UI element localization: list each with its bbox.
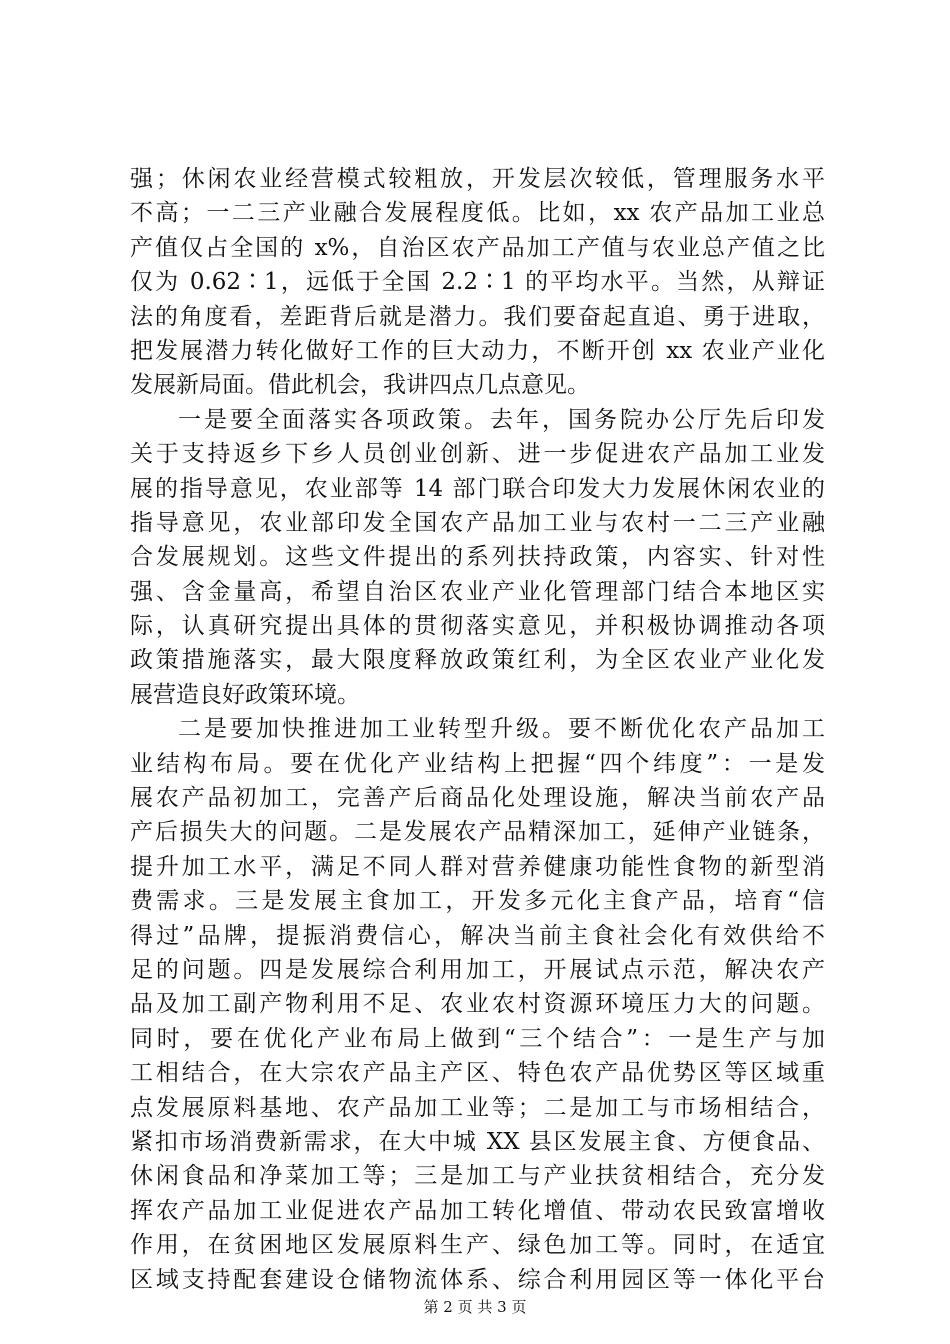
text-line: 品及加工副产物利用不足、农业农村资源环境压力大的问题。 <box>130 991 825 1018</box>
text-line: 作用，在贫困地区发展原料生产、绿色加工等。同时，在适宜 <box>130 1232 825 1259</box>
text-line: 提升加工水平，满足不同人群对营养健康功能性食物的新型消 <box>130 853 825 880</box>
text-line: 工相结合，在大宗农产品主产区、特色农产品优势区等区域重 <box>130 1060 825 1087</box>
text-line: 强、含金量高，希望自治区农业产业化管理部门结合本地区实 <box>130 578 825 605</box>
text-line: 一是要全面落实各项政策。去年，国务院办公厅先后印发 <box>178 406 825 433</box>
text-line: 展农产品初加工，完善产后商品化处理设施，解决当前农产品 <box>130 785 825 812</box>
text-line: 法的角度看，差距背后就是潜力。我们要奋起直追、勇于进取， <box>130 303 825 330</box>
text-line: 休闲食品和净菜加工等；三是加工与产业扶贫相结合，充分发 <box>130 1163 825 1190</box>
page-footer: 第 2 页 共 3 页 <box>423 1298 527 1316</box>
text-line: 点发展原料基地、农产品加工业等；二是加工与市场相结合， <box>130 1094 825 1121</box>
text-line: 不高；一二三产业融合发展程度低。比如，xx 农产品加工业总 <box>130 200 825 227</box>
body-text <box>130 162 825 1297</box>
text-line: 区域支持配套建设仓储物流体系、综合利用园区等一体化平台 <box>130 1266 825 1293</box>
text-line: 足的问题。四是发展综合利用加工，开展试点示范，解决农产 <box>130 956 825 983</box>
text-line: 紧扣市场消费新需求，在大中城 XX 县区发展主食、方便食品、 <box>130 1128 825 1155</box>
text-line: 展营造良好政策环境。 <box>130 681 360 708</box>
text-line: 费需求。三是发展主食加工，开发多元化主食产品，培育“信 <box>130 888 825 915</box>
text-line: 指导意见，农业部印发全国农产品加工业与农村一二三产业融 <box>130 509 825 536</box>
text-line: 强；休闲农业经营模式较粗放，开发层次较低，管理服务水平 <box>130 166 825 192</box>
text-line: 政策措施落实，最大限度释放政策红利，为全区农业产业化发 <box>130 647 825 674</box>
text-line: 发展新局面。借此机会，我讲四点几点意见。 <box>130 372 590 399</box>
text-line: 展的指导意见，农业部等 14 部门联合印发大力发展休闲农业的 <box>130 475 825 502</box>
text-line: 产后损失大的问题。二是发展农产品精深加工，延伸产业链条， <box>130 819 825 846</box>
text-line: 合发展规划。这些文件提出的系列扶持政策，内容实、针对性 <box>130 544 825 571</box>
text-line: 同时，要在优化产业布局上做到“三个结合”：一是生产与加 <box>130 1025 825 1052</box>
text-line: 挥农产品加工业促进农产品加工转化增值、带动农民致富增收 <box>130 1197 825 1224</box>
text-line: 仅为 0.62∶1，远低于全国 2.2∶1 的平均水平。当然，从辩证 <box>130 269 825 296</box>
text-line: 把发展潜力转化做好工作的巨大动力，不断开创 xx 农业产业化 <box>130 337 825 364</box>
text-line: 业结构布局。要在优化产业结构上把握“四个纬度”：一是发 <box>130 750 825 777</box>
text-line: 产值仅占全国的 x%，自治区农产品加工产值与农业总产值之比 <box>130 234 825 261</box>
text-line: 关于支持返乡下乡人员创业创新、进一步促进农产品加工业发 <box>130 441 825 468</box>
text-line: 得过”品牌，提振消费信心，解决当前主食社会化有效供给不 <box>130 922 825 949</box>
text-line: 二是要加快推进加工业转型升级。要不断优化农产品加工 <box>178 716 825 743</box>
text-line: 际，认真研究提出具体的贯彻落实意见，并积极协调推动各项 <box>130 613 825 640</box>
